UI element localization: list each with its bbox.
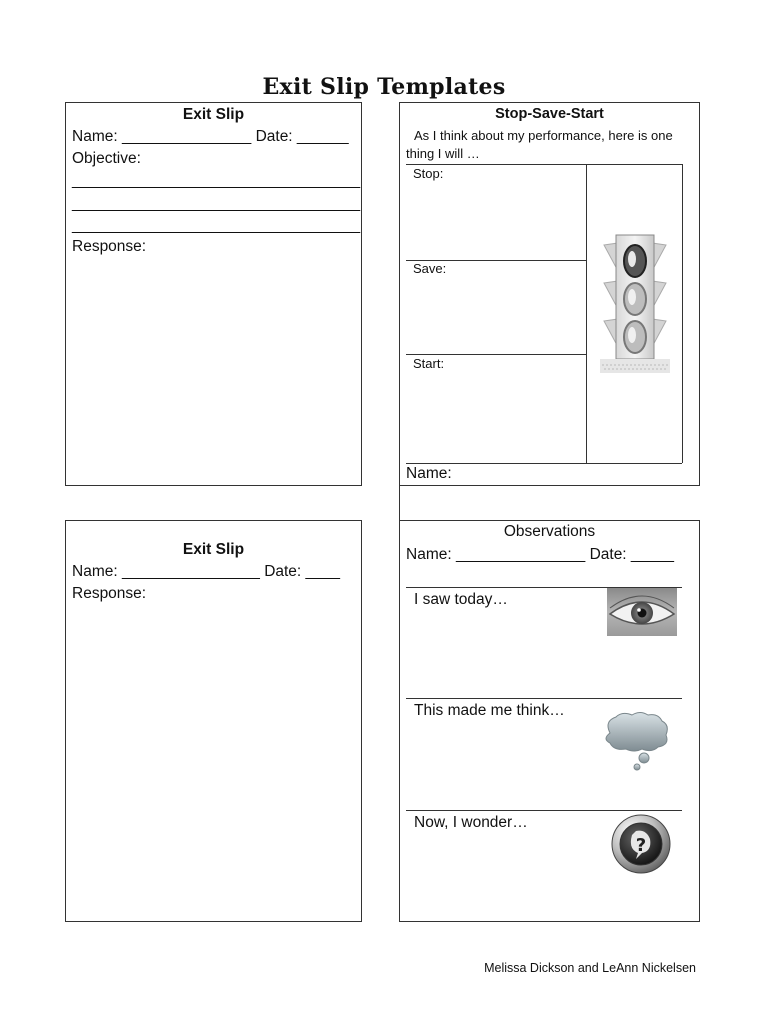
- exit-slip-2-name-date: Name: ________________ Date: ____: [72, 563, 341, 580]
- grid-top-line: [406, 164, 682, 165]
- stop-save-start-card: [399, 102, 700, 486]
- svg-text:?: ?: [635, 835, 647, 856]
- exit-slip-1-objective: Objective:: [72, 150, 141, 167]
- exit-slip-1-blank-line: ___________________________________: [72, 195, 360, 212]
- exit-slip-1-heading: Exit Slip: [182, 106, 245, 123]
- card-connector-line: [399, 486, 400, 520]
- exit-slip-card-1: [65, 102, 362, 486]
- grid-right-edge: [682, 164, 683, 463]
- page-title: Exit Slip Templates: [262, 74, 506, 100]
- observation-prompt-wonder: Now, I wonder…: [414, 814, 528, 831]
- exit-slip-1-name-date: Name: _______________ Date: ______: [72, 128, 349, 145]
- start-label: Start:: [413, 356, 445, 371]
- grid-bottom-line: [406, 463, 682, 464]
- exit-slip-1-blank-line: ___________________________________: [72, 217, 360, 234]
- grid-divider: [586, 164, 587, 463]
- observation-prompt-saw: I saw today…: [414, 591, 508, 608]
- traffic-light-icon: [600, 233, 670, 378]
- observations-card: [399, 520, 700, 922]
- exit-slip-card-2: [65, 520, 362, 922]
- observations-name-date: Name: _______________ Date: _____: [406, 546, 675, 563]
- footer-credit: Melissa Dickson and LeAnn Nickelsen: [484, 961, 696, 975]
- thought-cloud-icon: [600, 711, 672, 773]
- stop-save-start-heading: Stop-Save-Start: [495, 106, 604, 122]
- exit-slip-2-response: Response:: [72, 585, 147, 602]
- observations-divider: [406, 810, 682, 811]
- stop-save-start-prompt: thing I will …: [406, 146, 480, 161]
- observations-divider: [406, 698, 682, 699]
- observations-heading: Observations: [503, 523, 596, 540]
- stop-save-start-prompt: As I think about my performance, here is one: [414, 128, 673, 143]
- save-divider: [406, 354, 586, 355]
- exit-slip-1-blank-line: ___________________________________: [72, 172, 360, 189]
- stop-label: Stop:: [413, 166, 444, 181]
- stop-save-start-name: Name:: [406, 465, 452, 482]
- observation-prompt-think: This made me think…: [414, 702, 565, 719]
- save-label: Save:: [413, 261, 447, 276]
- question-mark-icon: [610, 813, 672, 875]
- exit-slip-2-heading: Exit Slip: [182, 541, 245, 558]
- eye-icon: [607, 588, 677, 636]
- exit-slip-1-response: Response:: [72, 238, 147, 255]
